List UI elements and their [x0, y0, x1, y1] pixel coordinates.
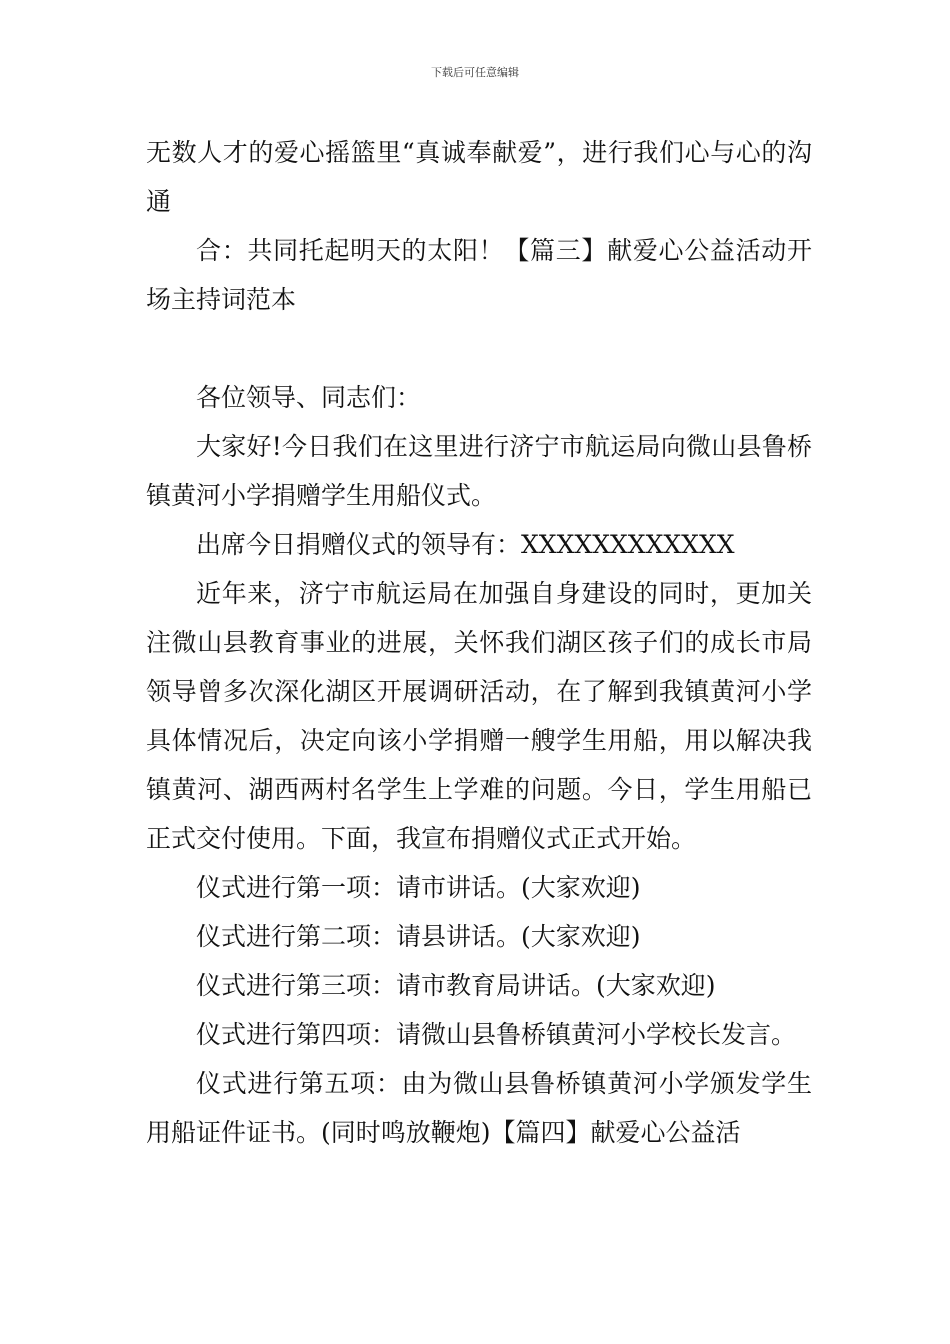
paragraph-3: 各位领导、同志们：: [196, 383, 422, 412]
paragraph-5: 出席今日捐赠仪式的领导有：XXXXXXXXXXXX: [196, 530, 735, 559]
paragraph-10: 仪式进行第四项：请微山县鲁桥镇黄河小学校长发言。: [196, 1020, 797, 1049]
paragraph-7: 仪式进行第一项：请市讲话。(大家欢迎): [196, 873, 641, 902]
paragraph-11: 仪式进行第五项：由为微山县鲁桥镇黄河小学颁发学生用船证件证书。(同时鸣放鞭炮)【篇四】献爱心公益活: [146, 1069, 812, 1147]
blank-line: [146, 324, 812, 373]
paragraph-9: 仪式进行第三项：请市教育局讲话。(大家欢迎): [196, 971, 716, 1000]
paragraph-2: 合：共同托起明天的太阳！【篇三】献爱心公益活动开场主持词范本: [146, 236, 812, 314]
paragraph-8: 仪式进行第二项：请县讲话。(大家欢迎): [196, 922, 641, 951]
paragraph-1: 无数人才的爱心摇篮里“真诚奉献爱”，进行我们心与心的沟通: [146, 138, 812, 216]
page-header: 下载后可任意编辑: [431, 66, 519, 79]
paragraph-4: 大家好!今日我们在这里进行济宁市航运局向微山县鲁桥镇黄河小学捐赠学生用船仪式。: [146, 432, 812, 510]
document-body: [146, 128, 812, 1157]
paragraph-6: 近年来，济宁市航运局在加强自身建设的同时，更加关注微山县教育事业的进展，关怀我们湖区孩子们的成长市局领导曾多次深化湖区开展调研活动，在了解到我镇黄河小学具体情况后，决定向该小学捐赠一艘学生用船，用以解决我镇黄河、湖西两村名学生上学难的问题。今日，学生用船已正式交付使用。下面，我宣布捐赠仪式正式开始。: [146, 579, 812, 853]
